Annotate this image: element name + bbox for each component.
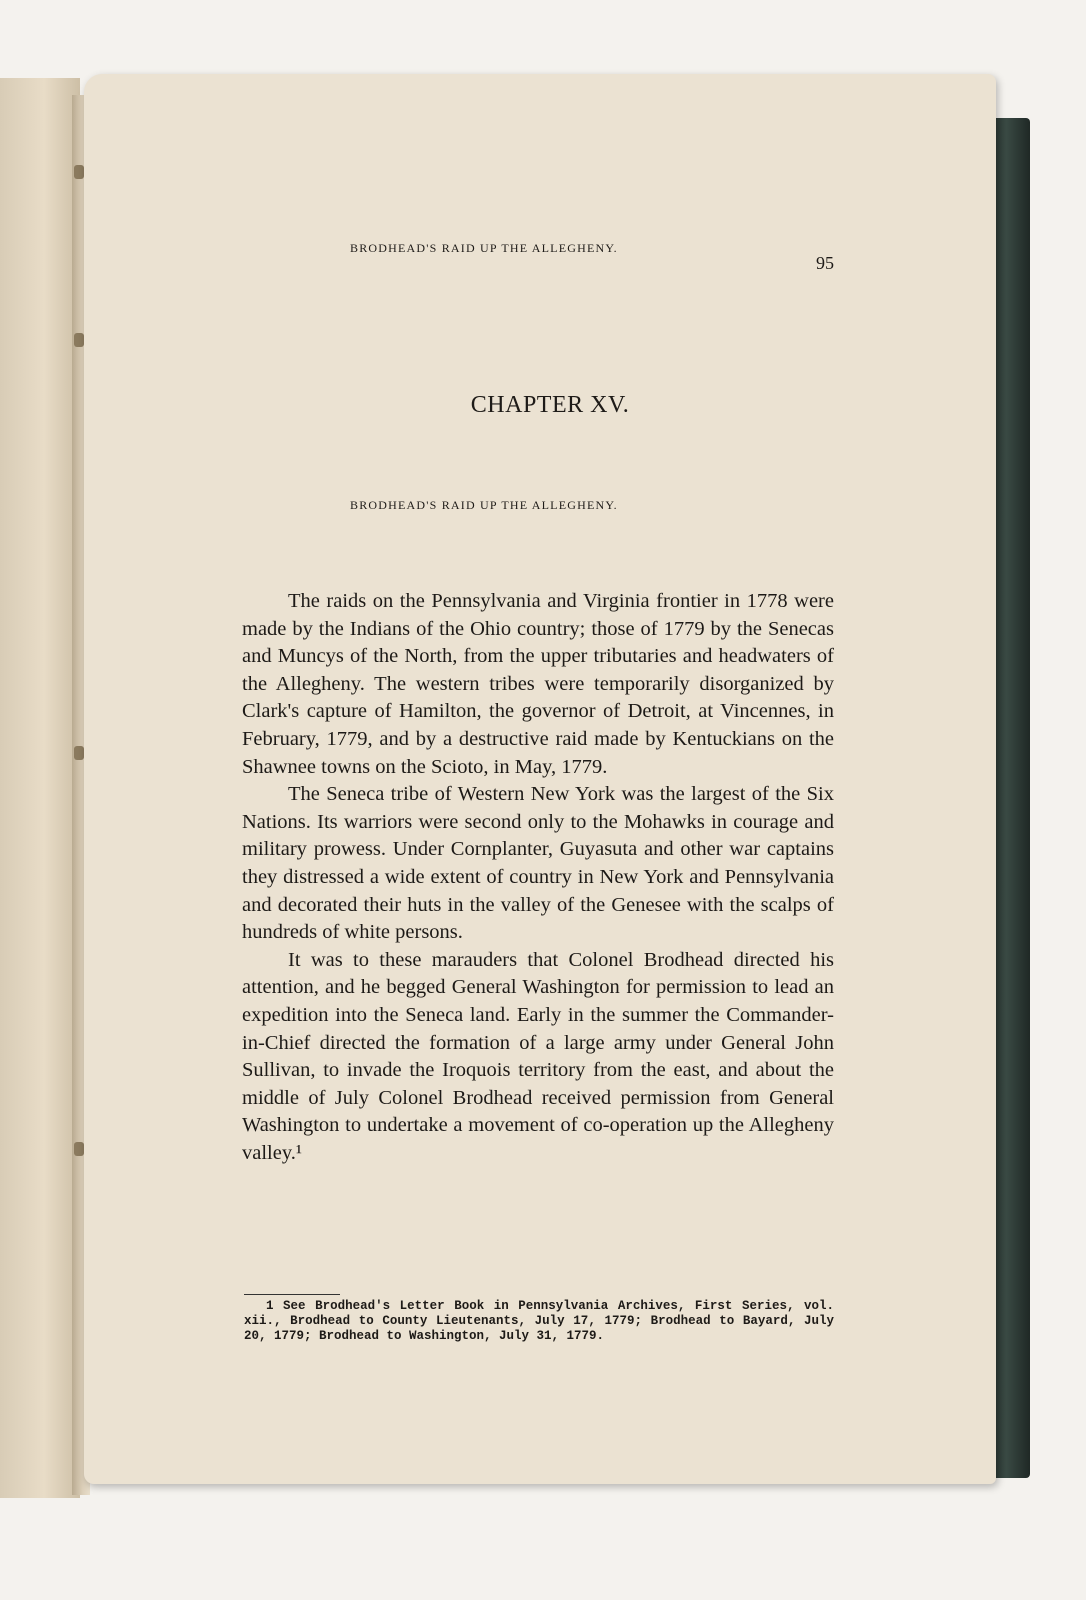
chapter-subtitle: BRODHEAD'S RAID UP THE ALLEGHENY. [350,498,618,512]
paragraph: The raids on the Pennsylvania and Virginia frontier in 1778 were made by the Indians of the Ohio country; those of 1779 by the Senecas and Muncys of the North, from the upper tributaries and headwaters of the Allegheny. The western tribes were temporarily disorganized by Clark's capture of Hamilton, the governor of Detroit, at Vincennes, in February, 1779, and by a destructive raid made by Kentuckians on the Shawnee towns on the Scioto, in May, 1779. [242,590,834,778]
footnote: 1 See Brodhead's Letter Book in Pennsylvania Archives, First Series, vol. xii., Brodhead to County Lieutenants, July 17, 1779; Brodhead to Bayard, July 20, 1779; Brodhead to Washington, July 31, 1779. [244,1299,834,1343]
binding-stitch [74,165,84,179]
book-cover [990,118,1030,1478]
left-page [0,78,80,1498]
binding-stitch [74,333,84,347]
chapter-title: CHAPTER XV. [470,392,630,418]
binding-stitch [74,746,84,760]
page-number: 95 [816,253,834,273]
running-head: BRODHEAD'S RAID UP THE ALLEGHENY. [350,241,618,255]
paragraph: The Seneca tribe of Western New York was the largest of the Six Nations. Its warriors were second only to the Mohawks in courage and military prowess. Under Cornplanter, Guyasuta and other war captains they distressed a wide extent of country in New York and Pennsylvania and decorated their huts in the valley of the Genesee with the scalps of hundreds of white persons. [242,783,834,944]
binding-stitch [74,1142,84,1156]
body-text [242,588,834,1167]
paragraph: It was to these marauders that Colonel Brodhead directed his attention, and he begged General Washington for permission to lead an expedition into the Seneca land. Early in the summer the Commander-in-Chief directed the formation of a large army under General John Sullivan, to invade the Iroquois territory from the east, and about the middle of July Colonel Brodhead received permission from General Washington to undertake a movement of co-operation up the Allegheny valley.¹ [242,948,834,1164]
footnote-rule [244,1294,340,1295]
